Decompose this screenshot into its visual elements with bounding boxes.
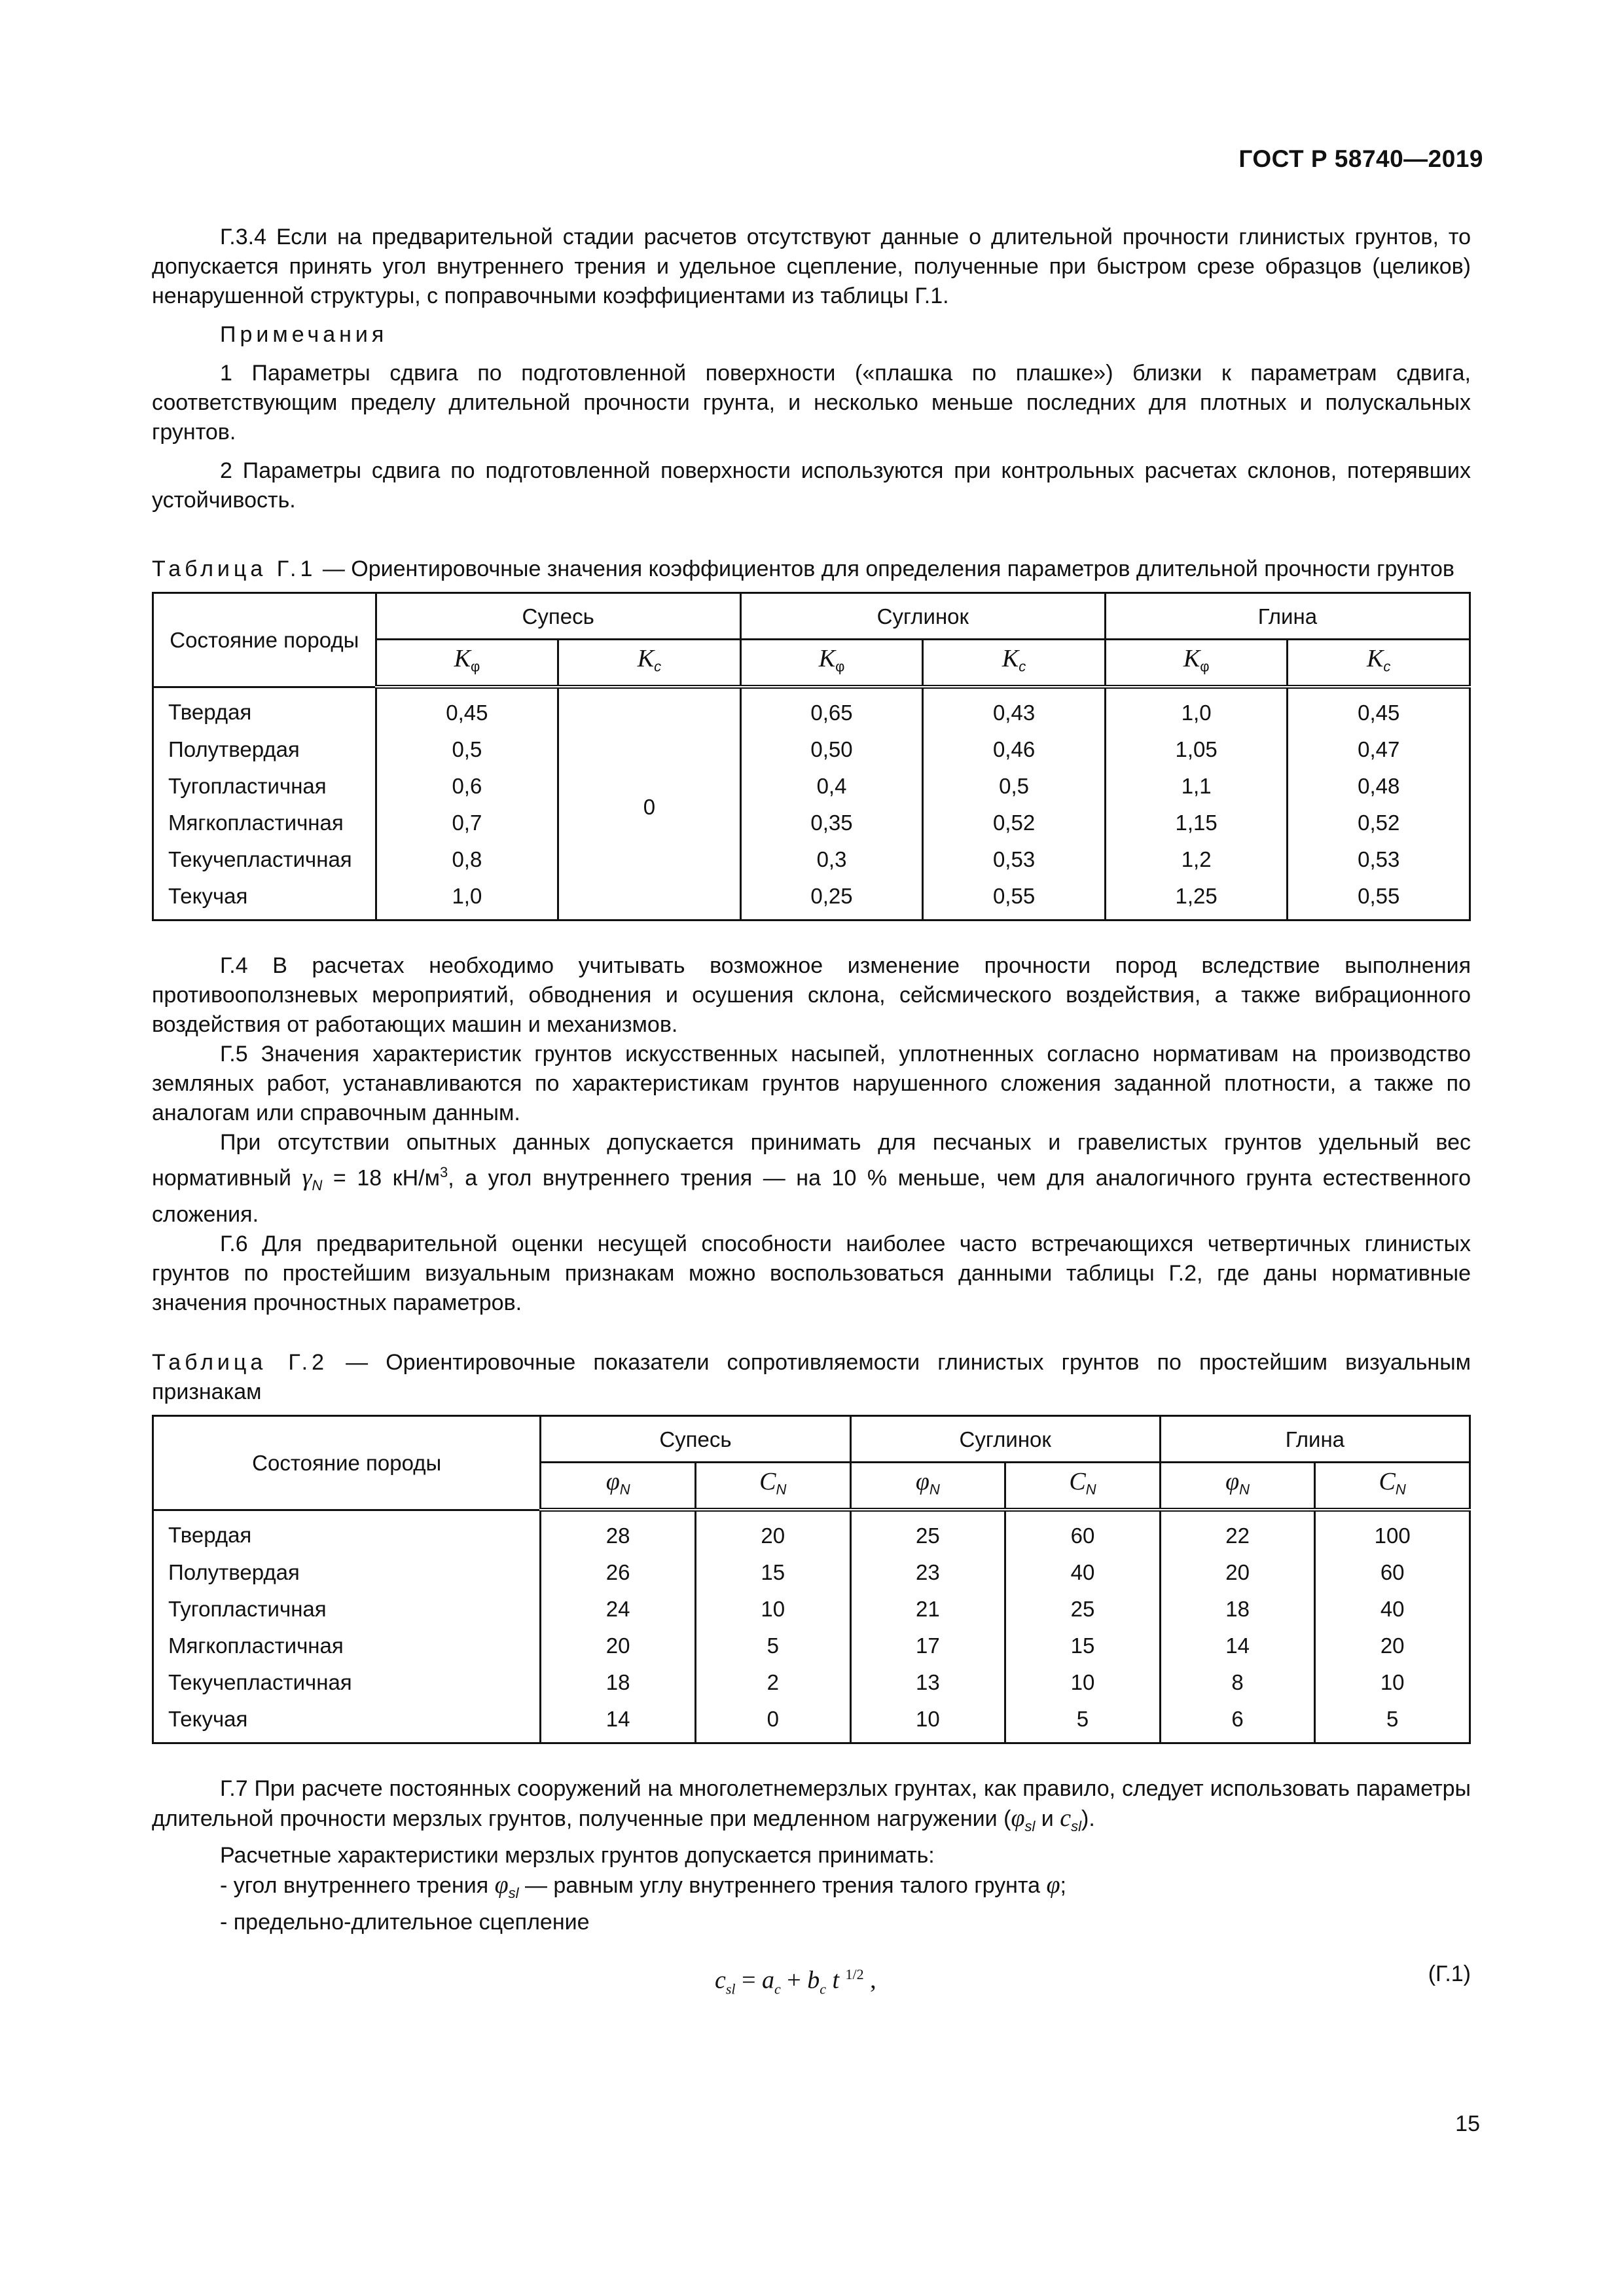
table-1-header-kphi: $K_\varphi$ (376, 640, 558, 687)
table-cell: 15 (1005, 1627, 1161, 1664)
table-cell: 5 (1005, 1700, 1161, 1743)
table-cell: 10 (1315, 1664, 1470, 1700)
table-cell: 1,0 (376, 877, 558, 920)
table-1-header-kc: $K_c$ (1288, 640, 1470, 687)
table-1-header-kc: $K_c$ (558, 640, 741, 687)
table-cell: 5 (1315, 1700, 1470, 1743)
table-1 (152, 592, 1471, 921)
table-row (153, 1700, 1470, 1743)
table-2-group-suglinok: Суглинок (850, 1416, 1160, 1463)
table-2-header-phin: $\varphi_N$ (1160, 1463, 1315, 1510)
table-row (153, 731, 1470, 767)
table-cell: 8 (1160, 1664, 1315, 1700)
table-row (153, 877, 1470, 920)
table-1-group-supes: Супесь (376, 593, 740, 640)
table-1-label: Таблица Г.1 (152, 556, 317, 581)
table-cell: Текучая (153, 1700, 541, 1743)
table-2-label: Таблица Г.2 (152, 1350, 329, 1376)
table-cell: 26 (541, 1554, 696, 1590)
table-cell: 1,1 (1105, 767, 1288, 804)
paragraph-g6: Г.6 Для предварительной оценки несущей способности наиболее часто встречающихся четвертичных глинистых грунтов по простейшим визуальным признакам можно воспользоваться данными таблицы Г.2, где даны нормативные значения прочностных параметров. (152, 1231, 1471, 1316)
paragraph-g7: Г.7 При расчете постоянных сооружений на многолетнемерзлых грунтах, как правило, следует использовать параметры длительной прочности мерзлых грунтов, полученные при медленном нагружении ($\varphi_{sl}$ и $c_{sl}$). (152, 1776, 1471, 1834)
table-cell: 0,45 (1288, 687, 1470, 731)
table-cell: 25 (1005, 1590, 1161, 1627)
table-cell: 1,2 (1105, 841, 1288, 877)
table-cell: 0,47 (1288, 731, 1470, 767)
note-1: 1 Параметры сдвига по подготовленной поверхности («плашка по плашке») близки к параметрам сдвига, соответствующим пределу длительной прочности грунта, и несколько меньше последних для плотных и полускальных грунтов. (152, 361, 1471, 445)
table-cell: 5 (695, 1627, 850, 1664)
list (152, 1870, 1471, 1937)
table-cell: 0,35 (740, 804, 923, 841)
table-1-group-glina: Глина (1105, 593, 1470, 640)
table-cell: 0,46 (923, 731, 1106, 767)
table-cell: 1,25 (1105, 877, 1288, 920)
table-1-header-kphi: $K_\varphi$ (1105, 640, 1288, 687)
table-2-title: — Ориентировочные показатели сопротивляемости глинистых грунтов по простейшим визуальным признакам (152, 1350, 1471, 1405)
table-cell: 0,43 (923, 687, 1106, 731)
table-cell: 18 (1160, 1590, 1315, 1627)
table-cell: 0,8 (376, 841, 558, 877)
table-cell: 15 (695, 1554, 850, 1590)
table-cell: 0,4 (740, 767, 923, 804)
table-cell: 0,52 (1288, 804, 1470, 841)
table-2-header-cn: $C_N$ (1315, 1463, 1470, 1510)
table-cell: 40 (1005, 1554, 1161, 1590)
table-cell: 0,50 (740, 731, 923, 767)
table-cell: 0,6 (376, 767, 558, 804)
table-1-group-suglinok: Суглинок (740, 593, 1105, 640)
table-2 (152, 1415, 1471, 1744)
paragraph-g7-intro: Расчетные характеристики мерзлых грунтов допускается принимать: (220, 1842, 935, 1868)
table-cell: Полутвердая (153, 1554, 541, 1590)
table-cell: Мягкопластичная (153, 804, 376, 841)
table-cell: Тугопластичная (153, 767, 376, 804)
table-cell: 28 (541, 1510, 696, 1554)
table-row (153, 687, 1470, 731)
table-cell: 17 (850, 1627, 1005, 1664)
note-2: 2 Параметры сдвига по подготовленной поверхности используются при контрольных расчетах склонов, потерявших устойчивость. (152, 458, 1471, 513)
table-cell: 20 (1160, 1554, 1315, 1590)
paragraph-g5: Г.5 Значения характеристик грунтов искусственных насыпей, уплотненных согласно нормативам на производство земляных работ, устанавливаются по характеристикам грунтов нарушенного сложения заданной плотности, а также по аналогам или справочным данным. (152, 1042, 1471, 1125)
table-1-caption (152, 555, 1471, 584)
table-cell: 10 (1005, 1664, 1161, 1700)
table-cell: Текучепластичная (153, 841, 376, 877)
table-row (153, 1627, 1470, 1664)
table-cell: 0,3 (740, 841, 923, 877)
table-cell: Тугопластичная (153, 1590, 541, 1627)
table-cell: 0,55 (923, 877, 1106, 920)
table-cell: 13 (850, 1664, 1005, 1700)
table-cell: 1,0 (1105, 687, 1288, 731)
table-cell: 6 (1160, 1700, 1315, 1743)
table-cell: 0,65 (740, 687, 923, 731)
table-1-title: — Ориентировочные значения коэффициентов для определения параметров длительной прочности грунтов (316, 556, 1454, 581)
table-cell: 2 (695, 1664, 850, 1700)
table-cell: 0,7 (376, 804, 558, 841)
table-cell: 60 (1315, 1554, 1470, 1590)
table-1-header-kc: $K_c$ (923, 640, 1106, 687)
table-2-header-phin: $\varphi_N$ (541, 1463, 696, 1510)
paragraph-g3-4: Г.3.4 Если на предварительной стадии расчетов отсутствуют данные о длительной прочности глинистых грунтов, то допускается принять угол внутреннего трения и удельное сцепление, полученные при быстром срезе образцов (целиков) ненарушенной структуры, с поправочными коэффициентами из таблицы Г.1. (152, 225, 1471, 308)
page-content (152, 223, 1471, 2005)
table-cell: 25 (850, 1510, 1005, 1554)
table-2-caption (152, 1348, 1471, 1407)
table-cell: 0,45 (376, 687, 558, 731)
table-row (153, 1664, 1470, 1700)
table-1-merged-kc-supes: 0 (558, 687, 741, 920)
table-cell: 1,05 (1105, 731, 1288, 767)
table-row (153, 1590, 1470, 1627)
table-2-header-cn: $C_N$ (695, 1463, 850, 1510)
table-cell: 10 (695, 1590, 850, 1627)
list-item: - предельно-длительное сцепление (220, 1909, 590, 1935)
table-cell: 14 (541, 1700, 696, 1743)
table-cell: 20 (541, 1627, 696, 1664)
formula-number: (Г.1) (1428, 1961, 1471, 1986)
table-row (153, 767, 1470, 804)
table-cell: 0 (695, 1700, 850, 1743)
table-row (153, 1510, 1470, 1554)
table-2-header-cn: $C_N$ (1005, 1463, 1161, 1510)
table-cell: 60 (1005, 1510, 1161, 1554)
table-cell: Текучепластичная (153, 1664, 541, 1700)
table-cell: 0,53 (923, 841, 1106, 877)
table-cell: 0,53 (1288, 841, 1470, 877)
table-cell: 24 (541, 1590, 696, 1627)
table-2-group-glina: Глина (1160, 1416, 1470, 1463)
table-2-group-supes: Супесь (541, 1416, 850, 1463)
table-cell: 20 (695, 1510, 850, 1554)
table-1-col-state: Состояние породы (153, 593, 376, 687)
table-cell: 18 (541, 1664, 696, 1700)
document-header: ГОСТ Р 58740—2019 (1238, 145, 1483, 172)
table-cell: 14 (1160, 1627, 1315, 1664)
table-cell: Твердая (153, 1510, 541, 1554)
table-row (153, 1554, 1470, 1590)
table-cell: 0,52 (923, 804, 1106, 841)
formula-expression: $c_{sl} = a_c + b_c$ t $^{1/2}$ , (715, 1965, 876, 1997)
table-cell: 40 (1315, 1590, 1470, 1627)
table-1-header-kphi: $K_\varphi$ (740, 640, 923, 687)
table-cell: 1,15 (1105, 804, 1288, 841)
table-cell: 23 (850, 1554, 1005, 1590)
notes-title: Примечания (220, 322, 388, 347)
table-cell: 20 (1315, 1627, 1470, 1664)
table-cell: 0,5 (923, 767, 1106, 804)
table-cell: 21 (850, 1590, 1005, 1627)
table-2-col-state: Состояние породы (153, 1416, 541, 1510)
table-cell: 22 (1160, 1510, 1315, 1554)
table-cell: Текучая (153, 877, 376, 920)
table-row (153, 804, 1470, 841)
table-cell: 0,48 (1288, 767, 1470, 804)
table-cell: Мягкопластичная (153, 1627, 541, 1664)
formula-g1 (152, 1953, 1471, 2005)
paragraph-g5-density: При отсутствии опытных данных допускается принимать для песчаных и гравелистых грунтов удельный вес нормативный $\gamma_N = 18$ $кН/м^3$, а угол внутреннего трения — на 10 % меньше, чем для аналогичного грунта естественного сложения. (152, 1130, 1471, 1228)
table-2-header-phin: $\varphi_N$ (850, 1463, 1005, 1510)
table-cell: 0,25 (740, 877, 923, 920)
table-cell: 0,55 (1288, 877, 1470, 920)
table-cell: 100 (1315, 1510, 1470, 1554)
list-item: - угол внутреннего трения $\varphi_{sl}$ — равным углу внутреннего трения талого грунта φ; (220, 1870, 1066, 1901)
table-cell: 10 (850, 1700, 1005, 1743)
paragraph-g4: Г.4 В расчетах необходимо учитывать возможное изменение прочности пород вследствие выполнения противооползневых мероприятий, обводнения и осушения склона, сейсмического воздействия, а также вибрационного воздействия от работающих машин и механизмов. (152, 953, 1471, 1037)
page-number: 15 (1455, 2111, 1480, 2136)
table-row (153, 841, 1470, 877)
table-cell: 0,5 (376, 731, 558, 767)
table-cell: Твердая (153, 687, 376, 731)
table-cell: Полутвердая (153, 731, 376, 767)
